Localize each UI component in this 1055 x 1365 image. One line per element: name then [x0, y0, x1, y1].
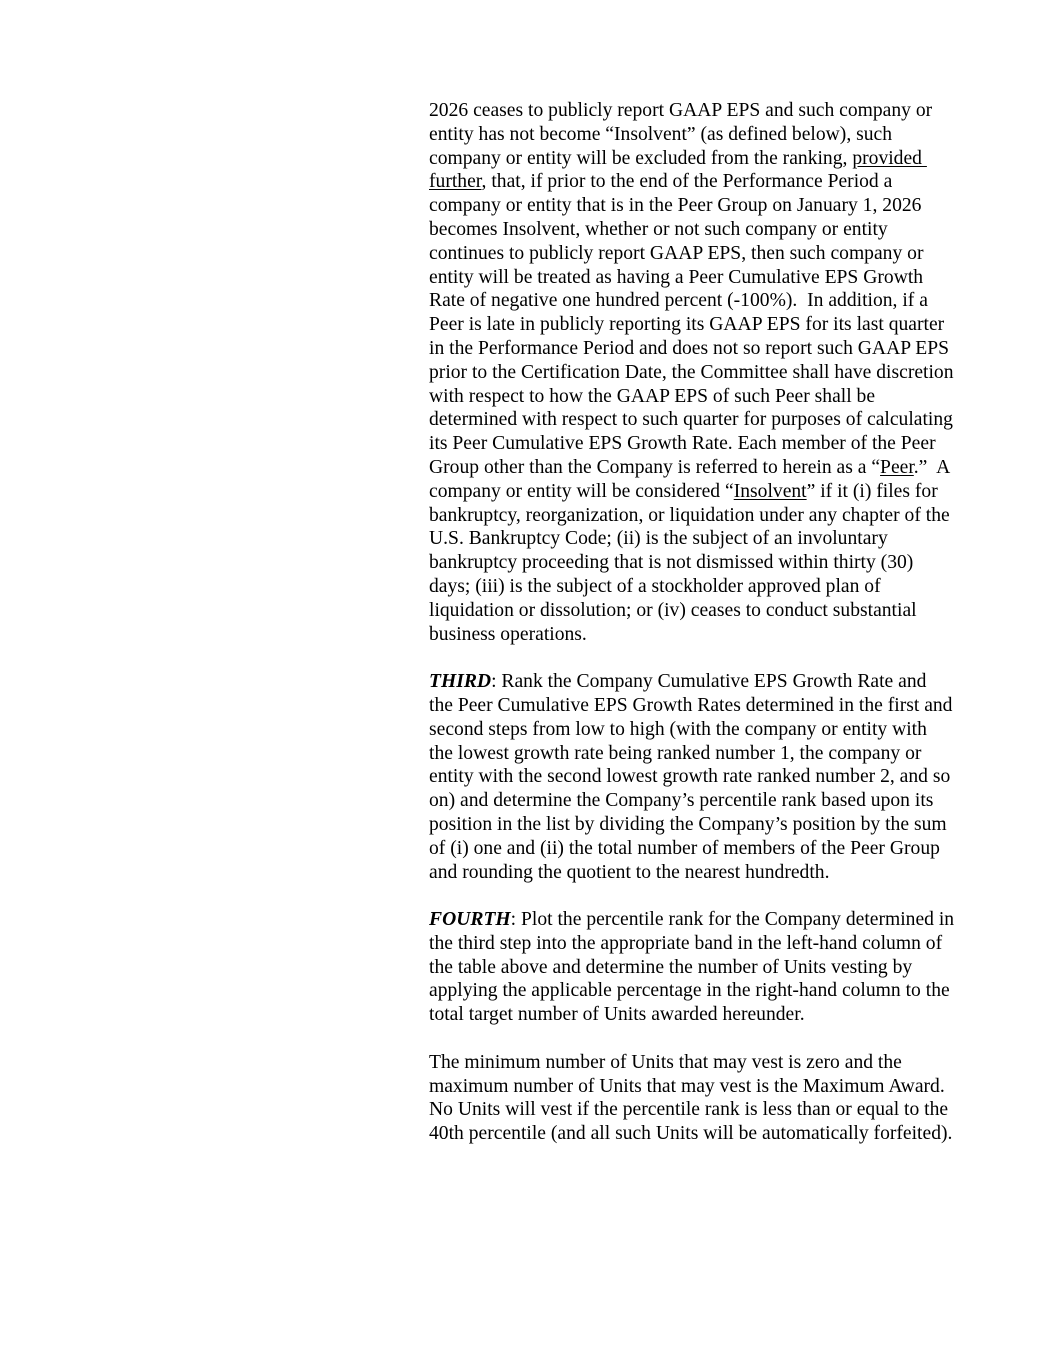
document-body	[429, 99, 960, 1146]
underlined-term: Insolvent	[733, 480, 807, 502]
text-run: .” A company or entity will be considered “	[429, 456, 955, 502]
peer-group-insolvency-paragraph	[429, 99, 959, 646]
text-run: : Rank the Company Cumulative EPS Growth Rate and the Peer Cumulative EPS Growth Rates determined in the first and second steps from low to high (with the company or entity with the lowest growth rate being ranked number 1, the company or entity with the second lowest growth rate ranked number 2, and so on) and determine the Company’s percentile rank based upon its position in the list by dividing the Company’s position by the sum of (i) one and (ii) the total number of members of the Peer Group and rounding the quotient to the nearest hundredth.	[429, 671, 958, 883]
text-run: 2026 ceases to publicly report GAAP EPS and such company or entity has not become “Insolvent” (as defined below), such company or entity will be excluded from the ranking,	[429, 100, 938, 169]
text-run: : Plot the percentile rank for the Company determined in the third step into the appropriate band in the left-hand column of the table above and determine the number of Units vesting by applying the applicable percentage in the right-hand column to the total target number of Units awarded hereunder.	[429, 909, 960, 1026]
text-run: , that, if prior to the end of the Performance Period a company or entity that is in the Peer Group on January 1, 2026 becomes Insolvent, whether or not such company or entity continues to publicly report GAAP EPS, then such company or entity will be treated as having a Peer Cumulative EPS Growth Rate of negative one hundred percent (-100%). In addition, if a Peer is late in publicly reporting its GAAP EPS for its last quarter in the Performance Period and does not so report such GAAP EPS prior to the Certification Date, the Committee shall have discretion with respect to how the GAAP EPS of such Peer shall be determined with respect to such quarter for purposes of calculating its Peer Cumulative EPS Growth Rate. Each member of the Peer Group other than the Company is referred to herein as a “	[429, 171, 959, 478]
underlined-term: Peer	[880, 456, 914, 478]
fourth-step-paragraph	[429, 908, 960, 1027]
text-run: The minimum number of Units that may vest is zero and the maximum number of Units that may vest is the Maximum Award. No Units will vest if the percentile rank is less than or equal to the 40th percentile (and all such Units will be automatically forfeited).	[429, 1051, 954, 1145]
text-run: ” if it (i) files for bankruptcy, reorganization, or liquidation under any chapter of the U.S. Bankruptcy Code; (ii) is the subject of an involuntary bankruptcy proceeding that is not dismissed within thirty (30) days; (iii) is the subject of a stockholder approved plan of liquidation or dissolution; or (iv) ceases to conduct substantial business operations.	[429, 480, 955, 645]
min-max-vesting-paragraph	[429, 1051, 955, 1146]
underlined-term: provided further	[429, 147, 927, 193]
step-label: FOURTH	[429, 909, 511, 931]
step-label: THIRD	[429, 671, 492, 693]
third-step-paragraph	[429, 670, 958, 884]
